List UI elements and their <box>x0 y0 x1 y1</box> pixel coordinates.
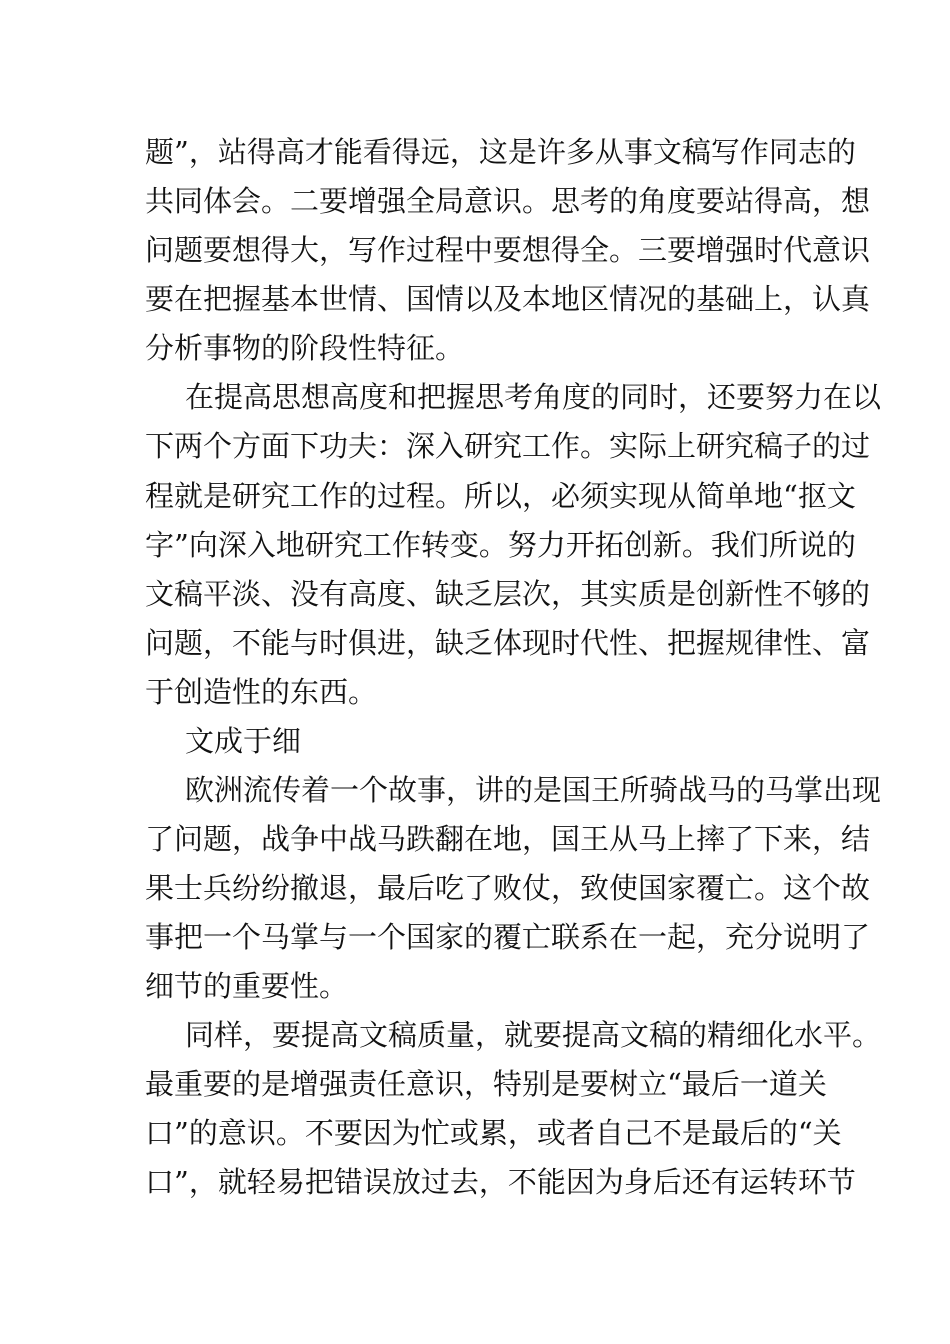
text-line: 分析事物的阶段性特征。 <box>145 331 465 365</box>
text-line: 问题，不能与时俱进，缺乏体现时代性、把握规律性、富 <box>145 626 871 660</box>
paragraph-first-line: 同样，要提高文稿质量，就要提高文稿的精细化水平。 <box>185 1018 882 1052</box>
text-line: 共同体会。二要增强全局意识。思考的角度要站得高，想 <box>145 184 871 218</box>
text-line: 程就是研究工作的过程。所以，必须实现从简单地“抠文 <box>145 479 856 513</box>
paragraph-first-line: 在提高思想高度和把握思考角度的同时，还要努力在以 <box>185 380 882 414</box>
text-line: 细节的重要性。 <box>145 969 349 1003</box>
paragraph-first-line: 欧洲流传着一个故事，讲的是国王所骑战马的马掌出现 <box>185 773 882 807</box>
text-line: 事把一个马掌与一个国家的覆亡联系在一起，充分说明了 <box>145 920 871 954</box>
text-line: 口”的意识。不要因为忙或累，或者自己不是最后的“关 <box>145 1116 842 1150</box>
text-line: 于创造性的东西。 <box>145 675 378 709</box>
text-line: 题”，站得高才能看得远，这是许多从事文稿写作同志的 <box>145 135 856 169</box>
text-line: 要在把握基本世情、国情以及本地区情况的基础上，认真 <box>145 282 871 316</box>
text-line: 字”向深入地研究工作转变。努力开拓创新。我们所说的 <box>145 528 856 562</box>
text-line: 了问题，战争中战马跌翻在地，国王从马上摔了下来，结 <box>145 822 871 856</box>
section-heading: 文成于细 <box>185 724 302 758</box>
text-line: 最重要的是增强责任意识，特别是要树立“最后一道关 <box>145 1067 827 1101</box>
text-line: 问题要想得大，写作过程中要想得全。三要增强时代意识 <box>145 233 871 267</box>
text-line: 果士兵纷纷撤退，最后吃了败仗，致使国家覆亡。这个故 <box>145 871 871 905</box>
text-line: 下两个方面下功夫：深入研究工作。实际上研究稿子的过 <box>145 429 871 463</box>
text-line: 口”，就轻易把错误放过去，不能因为身后还有运转环节 <box>145 1165 856 1199</box>
text-line: 文稿平淡、没有高度、缺乏层次，其实质是创新性不够的 <box>145 577 871 611</box>
